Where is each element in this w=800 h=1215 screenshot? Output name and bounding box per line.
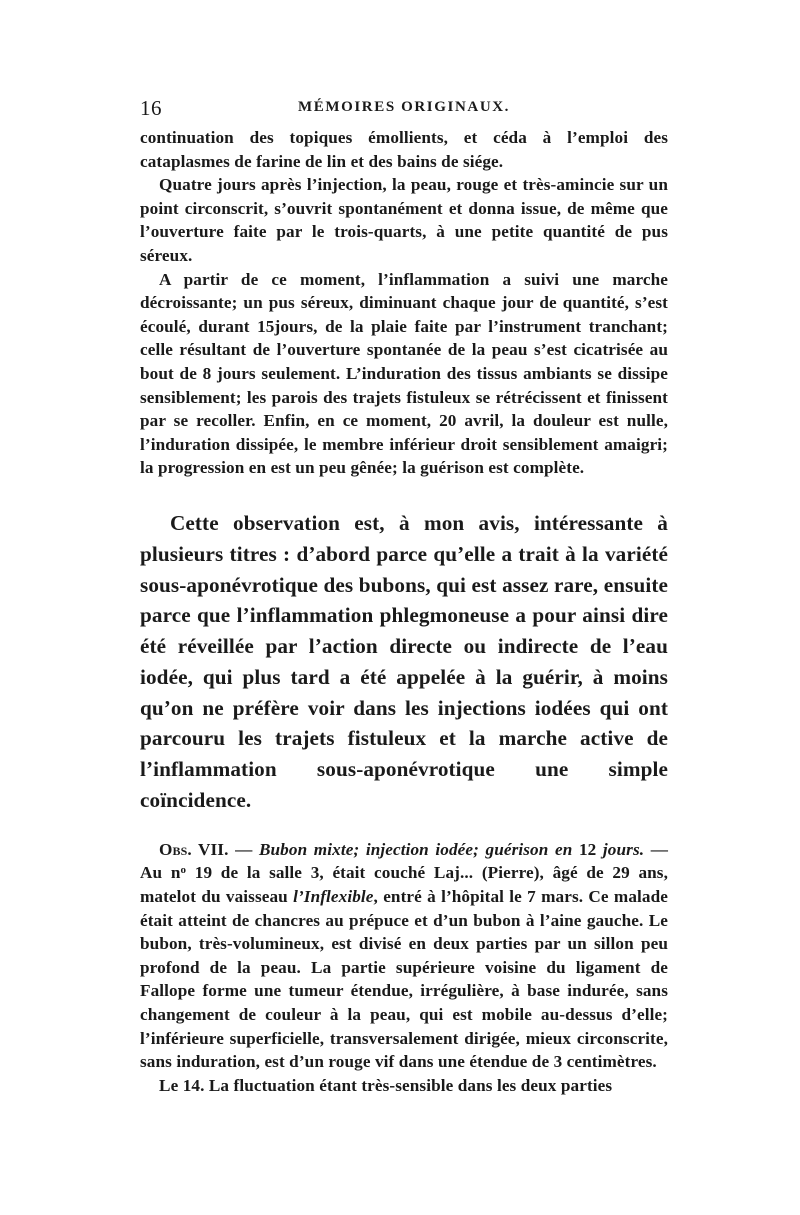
ship-name: l’Inflexible [293,887,374,907]
observation-dash-2: — [644,839,668,859]
paragraph-treatment: continuation des topiques émollients, et céda à l’emploi des cataplasmes de farine de lin et des bains de siége. [140,128,668,171]
observation-vii [140,838,668,1098]
observation-last-line: Le 14. La fluctuation étant très-sensible dans les deux parties [159,1075,613,1095]
ward-superscript: o [180,864,187,877]
book-page [140,96,668,1097]
running-title: MÉMOIRES ORIGINAUX. [297,99,511,115]
observation-title-end: jours. [596,839,645,859]
observation-label: Obs. VII. [159,839,229,859]
ward-text-2: 19 de la salle 3, était couché Laj... (Pierre), âgé de 29 ans, matelot du vaisseau [140,863,668,907]
observation-body: , entré à l’hôpital le 7 mars. Ce malade était atteint de chancres au prépuce et d’un bubon à l’aine gauche. Le bubon, très-volumineux, est divisé en deux parties par un sillon peu profond de la peau. La partie supérieure voisine du ligament de Fallope forme une tumeur étendue, irrégulière, à base indurée, sans changement de couleur à la peau, qui est mobile au-dessus d’elle; l’inférieure superficielle, transversalement dirigée, mieux circonscrite, sans induration, est d’un rouge vif dans une étendue de 3 centimètres. [140,887,668,1072]
page-number: 16 [140,96,162,120]
paragraph-recovery: A partir de ce moment, l’inflammation a suivi une marche décroissante; un pus séreux, diminuant chaque jour de quantité, s’est écoulé, durant 15jours, de la plaie faite par l’instrument tranchant; celle résultant de l’ouverture spontanée de la peau s’est cicatrisée au bout de 8 jours seulement. L’induration des tissus ambiants se dissipe sensiblement; les parois des trajets fistuleux se rétrécissent et finissent par se recoller. Enfin, en ce moment, 20 avril, la douleur est nulle, l’induration dissipée, le membre inférieur droit sensiblement amaigri; la progression en est un peu gênée; la guérison est complète. [140,269,668,478]
author-commentary: Cette observation est, à mon avis, intéressante à plusieurs titres : d’abord parce qu’elle a trait à la variété sous-aponévrotique des bubons, qui est assez rare, ensuite parce que l’inflammation phlegmoneuse a pour ainsi dire été réveillée par l’action directe ou indirecte de l’eau iodée, qui plus tard a été appelée à la guérir, à moins qu’on ne préfère voir dans les injections iodées qui ont parcouru les trajets fistuleux et la marche active de l’inflammation sous-aponévrotique une simple coïncidence. [140,510,668,813]
observation-title-days: 12 [578,839,597,859]
observation-title [259,840,644,859]
running-head [140,96,668,122]
observation-heading-paragraph [140,838,668,1074]
ward-text: Au n [140,863,181,883]
observation-dash: — [228,839,259,859]
observation-title-start: Bubon mixte; injection iodée; guérison en [258,839,579,859]
paragraph-injection-result: Quatre jours après l’injection, la peau, rouge et très-amincie sur un point circonscrit, s’ouvrit spontanément et donna issue, de même que l’ouverture faite par le trois-quarts, à une petite quantité de pus séreux. [140,175,668,265]
observation-continuation [140,126,668,480]
